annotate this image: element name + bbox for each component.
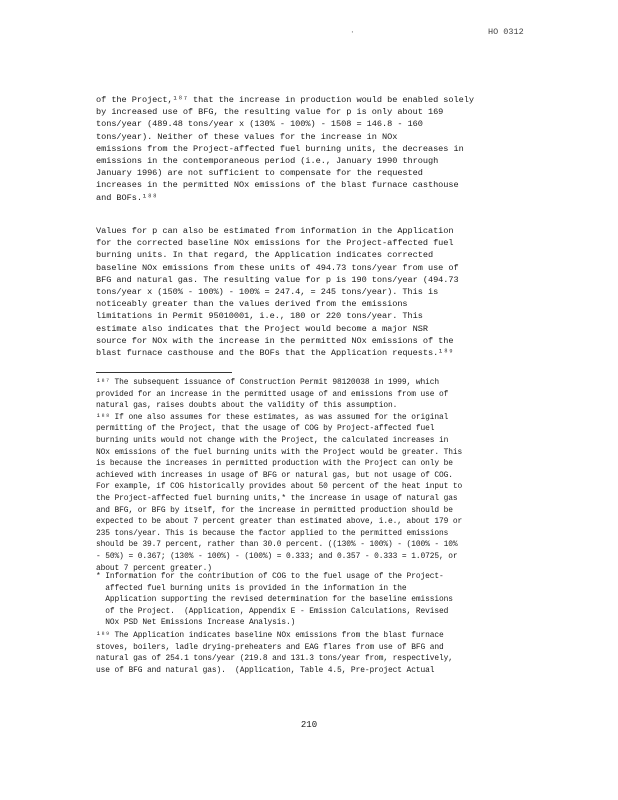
footnote-asterisk: * Information for the contribution of COG to the fuel usage of the Project- affected fuel burning units is provided in the information in the Application supporting the revised determination for the baseline emissions of the Project. (Application, Appendix E - Emission Calculations, Revised NOx PSD Net Emissions Increase Analysis.) — [96, 572, 453, 628]
page-number: 210 — [300, 720, 318, 730]
body-paragraph-2: Values for p can also be estimated from information in the Application for the corrected baseline NOx emissions for the Project-affected fuel burning units. In that regard, the Application indicates corrected baseline NOx emissions from these units of 494.73 tons/year from use of BFG and natural gas. The resulting value for p is 190 tons/year (494.73 tons/year x (150% - 100%) - 100% = 247.4, = 245 tons/year). This is noticeably greater than the values derived from the emissions limitations in Permit 95010001, i.e., 180 or 220 tons/year. This estimate also indicates that the Project would become a major NSR source for NOx with the increase in the permitted NOx emissions of the blast furnace casthouse and the BOFs that the Application requests.¹⁸⁹ — [96, 226, 459, 359]
footnote-187-188: ¹⁸⁷ The subsequent issuance of Construction Permit 98120038 in 1999, which provided for an increase in the permitted usage of and emissions from use of natural gas, raises doubts about the validity of this assumption. ¹⁸⁸ If one also assumes for these estimates, as was assumed for the original permitting of the Project, that the usage of COG by Project-affected fuel burning units would not change with the Project, the calculated increases in NOx emissions of the fuel burning units with the Project would be greater. This is because the increases in permitted production with the Project can only be achieved with increases in usage of BFG or natural gas, but not usage of COG. For example, if COG historically provides about 50 percent of the heat input to the Project-affected fuel burning units,* the increase in usage of natural gas and BFG, or BFG by itself, for the increase in permitted production should be expected to be about 7 percent greater than estimated above, i.e., about 179 or 235 tons/year. This is because the factor applied to the permitted emissions should be 39.7 percent, rather than 30.0 percent. ((130% - 100%) - (100% - 10% - 50%) = 0.367; (130% - 100%) - (100%) = 0.333; and 0.357 - 0.333 = 1.0725, or about 7 percent greater.) — [96, 378, 463, 573]
header-mark: · — [350, 28, 355, 37]
footnote-189: ¹⁸⁹ The Application indicates baseline NOx emissions from the blast furnace stoves, boilers, ladle drying-preheaters and EAG flares from use of BFG and natural gas of 254.1 tons/year (219.8 and 131.3 tons/year from, respectively, use of BFG and natural gas). (Application, Table 4.5, Pre-project Actual — [96, 631, 453, 675]
body-paragraph-1: of the Project,¹⁸⁷ that the increase in production would be enabled solely by increased use of BFG, the resulting value for p is only about 169 tons/year (489.48 tons/year x (130% - 100%) - 1508 = 146.8 - 160 tons/year). Neither of these values for the increase in NOx emissions from the Project-affected fuel burning units, the decreases in emissions in the contemporaneous period (i.e., January 1990 through January 1996) are not sufficient to compensate for the requested increases in the permitted NOx emissions of the blast furnace casthouse and BOFs.¹⁸⁸ — [96, 95, 474, 203]
footnote-separator — [96, 372, 232, 373]
document-id: HO 0312 — [488, 27, 524, 37]
